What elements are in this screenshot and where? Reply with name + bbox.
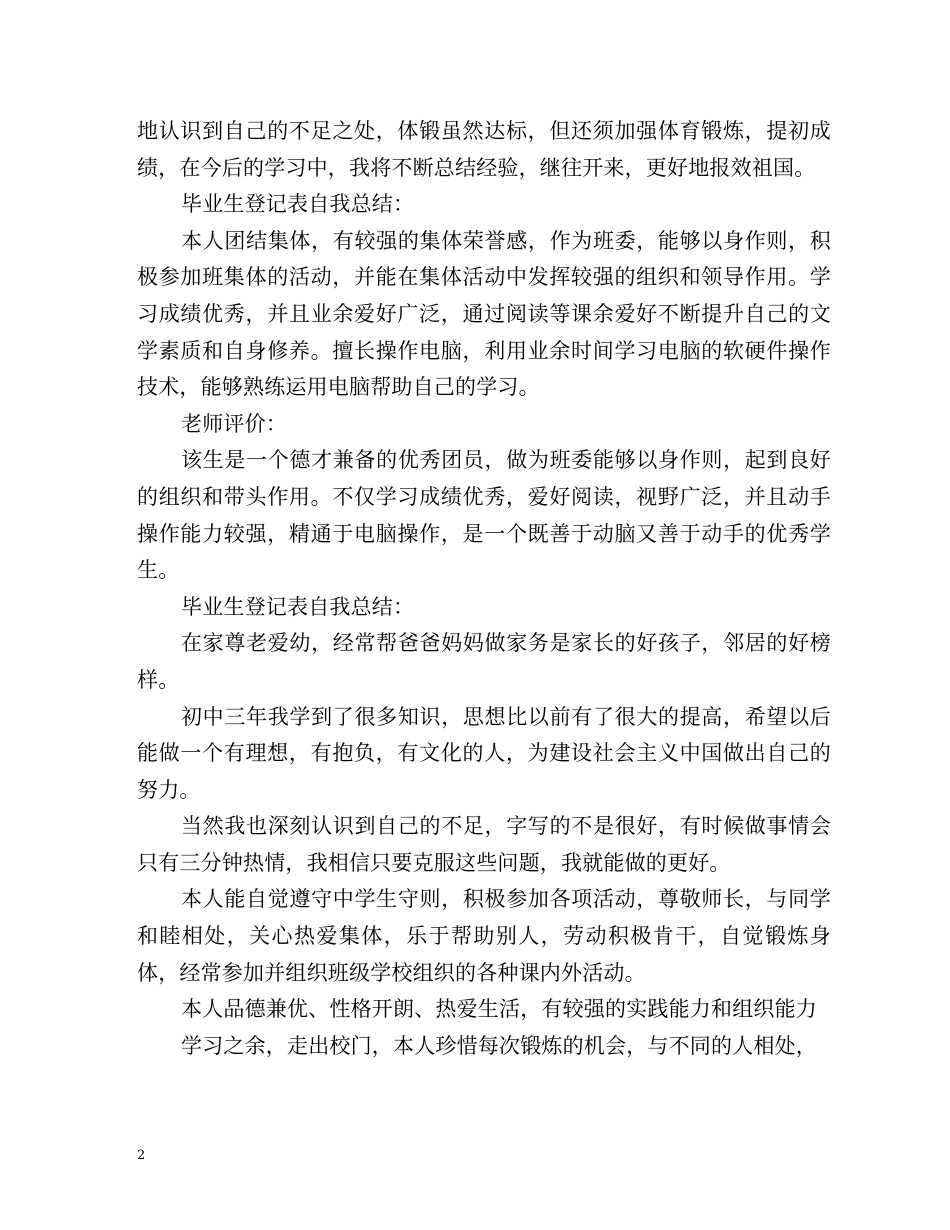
paragraph-continuation: 地认识到自己的不足之处，体锻虽然达标，但还须加强体育锻炼，提初成绩，在今后的学习中，我将不断总结经验，继往开来，更好地报效祖国。 — [137, 119, 831, 180]
paragraph-extracurricular: 学习之余，走出校门，本人珍惜每次锻炼的机会，与不同的人相处， — [181, 1033, 817, 1058]
paragraph-shortcomings: 当然我也深刻认识到自己的不足，字写的不是很好，有时候做事情会只有三分钟热情，我相信只要克服这些问题，我就能做的更好。 — [137, 814, 831, 875]
paragraph-family: 在家尊老爱幼，经常帮爸爸妈妈做家务是家长的好孩子，邻居的好榜样。 — [137, 631, 831, 692]
section-heading-self-summary: 毕业生登记表自我总结： — [181, 192, 415, 217]
section-heading-self-summary-2: 毕业生登记表自我总结： — [181, 594, 415, 619]
paragraph-self-summary: 本人团结集体，有较强的集体荣誉感，作为班委，能够以身作则，积极参加班集体的活动，并能在集体活动中发挥较强的组织和领导作用。学习成绩优秀，并且业余爱好广泛，通过阅读等课余爱好不断提升自己的文学素质和自身修养。擅长操作电脑，利用业余时间学习电脑的软硬件操作技术，能够熟练运用电脑帮助自己的学习。 — [137, 228, 831, 400]
section-heading-teacher-evaluation: 老师评价： — [181, 411, 287, 436]
paragraph-character: 本人品德兼优、性格开朗、热爱生活，有较强的实践能力和组织能力 — [181, 997, 817, 1022]
paragraph-teacher-evaluation: 该生是一个德才兼备的优秀团员，做为班委能够以身作则，起到良好的组织和带头作用。不仅学习成绩优秀，爱好阅读，视野广泛，并且动手操作能力较强，精通于电脑操作，是一个既善于动脑又善于动手的优秀学生。 — [137, 448, 831, 583]
page-number: 2 — [137, 1148, 146, 1163]
document-body — [137, 113, 831, 1064]
paragraph-conduct: 本人能自觉遵守中学生守则，积极参加各项活动，尊敬师长，与同学和睦相处，关心热爱集体，乐于帮助别人，劳动积极肯干，自觉锻炼身体，经常参加并组织班级学校组织的各种课内外活动。 — [137, 887, 831, 985]
paragraph-junior-high: 初中三年我学到了很多知识，思想比以前有了很大的提高，希望以后能做一个有理想，有抱负，有文化的人，为建设社会主义中国做出自己的努力。 — [137, 704, 831, 802]
